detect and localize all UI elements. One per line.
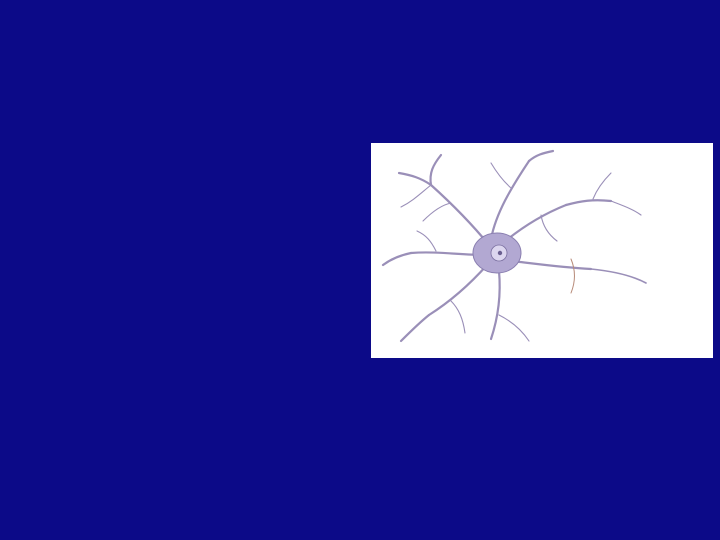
neuron-diagram <box>371 143 713 358</box>
nucleolus-shape <box>498 251 502 255</box>
